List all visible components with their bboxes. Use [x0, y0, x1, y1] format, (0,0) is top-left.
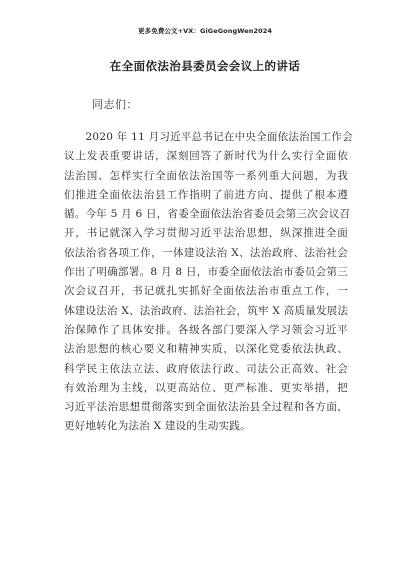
body-line: 习近平法治思想贯彻落实到全面依法治县全过程和各方面， — [64, 401, 348, 414]
body-line: 有效治理为主线，以更高站位、更严标准、更实举措，把 — [64, 381, 348, 394]
body-line: 次会议召开，书记就扎实抓好全面依法治市重点工作，一 — [64, 285, 348, 298]
body-line: 治保障作了具体安排。各级各部门要深入学习领会习近平 — [64, 323, 348, 336]
body-line: 2020 年 11 月习近平总书记在中央全面依法治国工作会 — [64, 131, 353, 143]
body-line: 科学民主依法立法、政府依法行政、司法公正高效、社会 — [64, 362, 348, 375]
body-line: 依法治省各项工作，一体建设法治 X、法治政府、法治社会 — [64, 246, 348, 259]
body-line: 们推进全面依法治县工作指明了前进方向、提供了根本遵 — [64, 188, 348, 201]
body-line: 更好地转化为法治 X 建设的生动实践。 — [64, 420, 251, 433]
body-line: 开，书记就深入学习贯彻习近平法治思想，纵深推进全面 — [64, 227, 348, 240]
body-line: 法治思想的核心要义和精神实质，以深化党委依法执政、 — [64, 343, 348, 356]
body-line: 法治国、怎样实行全面依法治国等一系列重大问题，为我 — [64, 169, 348, 182]
body-line: 议上发表重要讲话，深刻回答了新时代为什么实行全面依 — [64, 150, 348, 163]
salutation: 同志们： — [92, 98, 138, 111]
body-line: 循。今年 5 月 6 日，省委全面依法治省委员会第三次会议召 — [64, 208, 351, 221]
body-paragraph — [64, 128, 353, 437]
body-line: 作出了明确部署。8 月 8 日，市委全面依法治市委员会第三 — [64, 266, 348, 279]
header-note: 更多免费公文+VX：GiGeGongWen2024 — [138, 27, 272, 35]
document-title: 在全面依法治县委员会会议上的讲话 — [109, 59, 301, 73]
body-line: 体建设法治 X、法治政府、法治社会，筑牢 X 高质量发展法 — [64, 304, 349, 317]
